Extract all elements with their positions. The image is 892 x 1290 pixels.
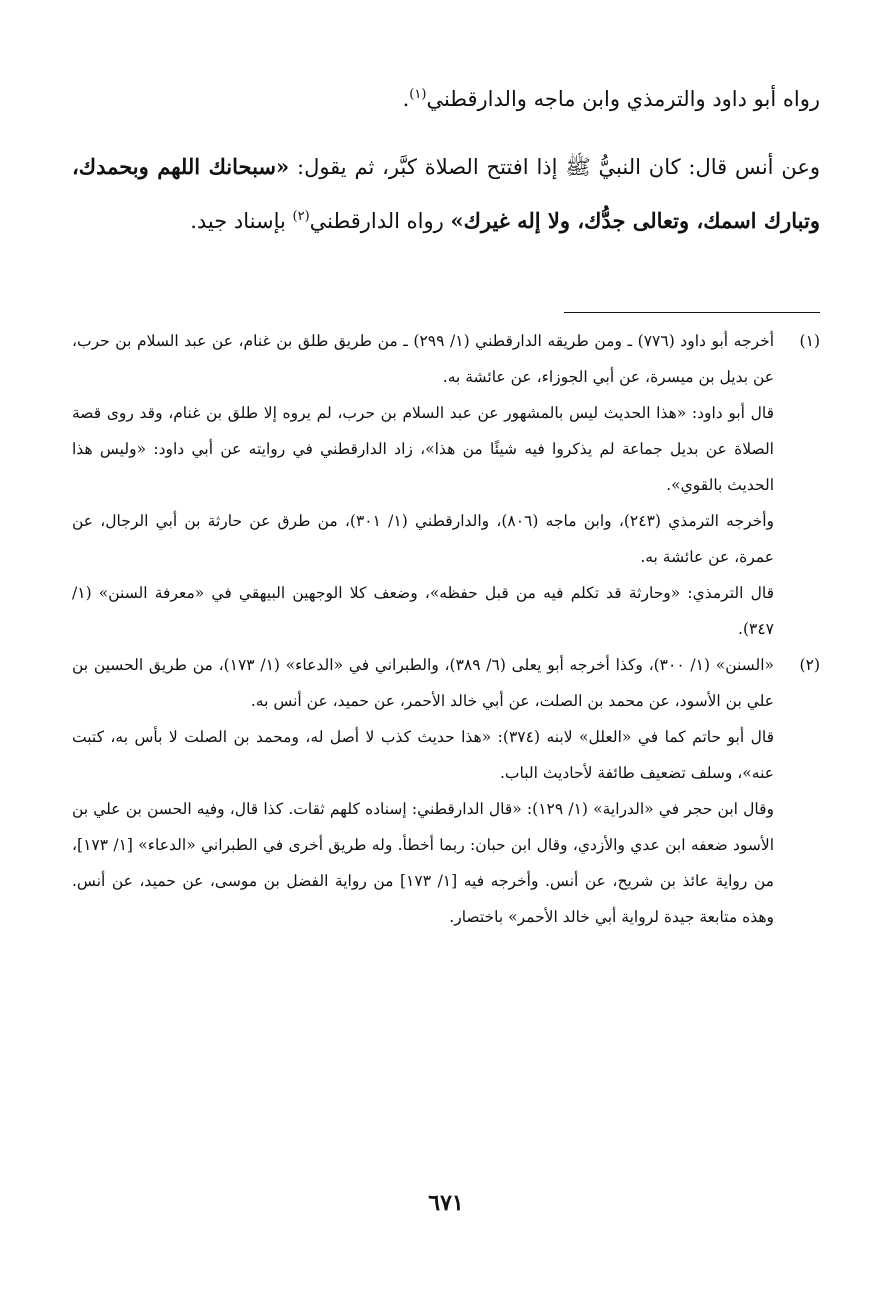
footnote-separator (564, 312, 820, 313)
dua-quote: «سبحانك اللهم وبحمدك، وتبارك اسمك، وتعالى جدُّك، ولا إله غيرك» (72, 154, 820, 233)
footnote-ref-1[interactable]: (١) (409, 87, 427, 102)
footnote-2 (72, 647, 820, 935)
footnote-paragraph: قال الترمذي: «وحارثة قد تكلم فيه من قبل حفظه»، وضعف كلا الوجهين البيهقي في «معرفة السنن» (١/ ٣٤٧). (72, 584, 774, 638)
page-number: ٦٧١ (428, 1190, 464, 1216)
main-paragraph-2-intro: وعن أنس قال: كان النبيُّ ﷺ إذا افتتح الصلاة كبَّر، ثم يقول: (289, 155, 820, 179)
main-paragraph-2 (72, 140, 820, 248)
footnote-number: (٢) (799, 656, 820, 674)
book-page (72, 72, 820, 1290)
main-text (72, 72, 820, 248)
footnote-paragraph: «السنن» (١/ ٣٠٠)، وكذا أخرجه أبو يعلى (٦/ ٣٨٩)، والطبراني في «الدعاء» (١/ ١٧٣)، من طريق الحسين بن علي بن الأسود، عن محمد بن الصلت، عن أبي خالد الأحمر، عن حميد، عن أنس به. (72, 656, 775, 710)
footnote-paragraph: وأخرجه الترمذي (٢٤٣)، وابن ماجه (٨٠٦)، والدارقطني (١/ ٣٠١)، من طرق عن حارثة بن أبي الرجال، عن عمرة، عن عائشة به. (72, 512, 775, 566)
main-paragraph-2-mid: رواه الدارقطني (309, 209, 451, 233)
footnote-paragraph: أخرجه أبو داود (٧٧٦) ـ ومن طريقه الدارقطني (١/ ٢٩٩) ـ من طريق طلق بن غنام، عن عبد السلام بن حرب، عن بديل بن ميسرة، عن أبي الجوزاء، عن عائشة به. (72, 332, 775, 386)
main-paragraph-1-end: . (402, 87, 410, 111)
footnote-paragraph: وقال ابن حجر في «الدراية» (١/ ١٢٩): «قال الدارقطني: إسناده كلهم ثقات. كذا قال، وفيه الحسن بن علي بن الأسود ضعفه ابن عدي والأزدي، وقال ابن حبان: ربما أخطأ. وله طريق أخرى في الطبراني «الدعاء» [١/ ١٧٣]، من رواية عائذ بن شريح، عن أنس. وأخرجه فيه [١/ ١٧٣] من رواية الفضل بن موسى، عن حميد، عن أنس. وهذه متابعة جيدة لرواية أبي خالد الأحمر» باختصار. (72, 800, 775, 926)
main-paragraph-1 (72, 72, 820, 126)
footnote-ref-2[interactable]: (٢) (292, 209, 310, 224)
footnote-1 (72, 323, 820, 647)
main-paragraph-2-end: بإسناد جيد. (190, 209, 293, 233)
footnote-paragraph: قال أبو حاتم كما في «العلل» لابنه (٣٧٤): «هذا حديث كذب لا أصل له، ومحمد بن الصلت لا بأس به، كتبت عنه»، وسلف تضعيف طائفة لأحاديث الباب. (72, 728, 775, 782)
footnote-paragraph: قال أبو داود: «هذا الحديث ليس بالمشهور عن عبد السلام بن حرب، لم يروه إلا طلق بن غنام، وقد روى قصة الصلاة عن بديل جماعة لم يذكروا فيه شيئًا من هذا»، زاد الدارقطني في روايته عن أبي داود: «وليس هذا الحديث بالقوي». (72, 404, 774, 494)
footnote-number: (١) (799, 332, 820, 350)
main-paragraph-1-text: رواه أبو داود والترمذي وابن ماجه والدارقطني (426, 87, 820, 111)
